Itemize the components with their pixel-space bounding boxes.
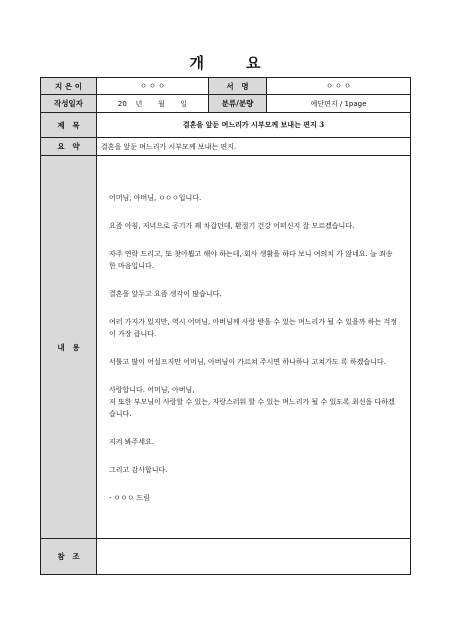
subject-value: 결혼을 앞둔 며느리가 시부모께 보내는 편지 3 <box>97 113 411 138</box>
letter-paragraph: 자주 연락 드리고, 또 찾아뵙고 해야 하는데, 회사 생활을 하다 보니 여의치 가 않네요. 늘 죄송한 마음입니다. <box>109 250 393 270</box>
page-title <box>0 52 450 73</box>
title-char-1: 개 <box>189 54 204 72</box>
reference-label: 참 조 <box>41 539 97 575</box>
summary-label: 요 약 <box>41 138 97 156</box>
signature-label: 서 명 <box>209 78 267 95</box>
letter-paragraph: 어머님, 아버님, ㅇㅇㅇ입니다. <box>109 194 202 202</box>
category-value: 예단편지 / 1page <box>267 95 411 113</box>
letter-paragraph: 요즘 아침, 저녁으로 공기가 꽤 차갑던데, 환절기 건강 어떠신지 잘 모르겠습니다. <box>109 222 355 230</box>
subject-label: 제 목 <box>41 113 97 138</box>
letter-signoff: - ㅇㅇㅇ 드림 <box>109 494 150 502</box>
summary-form <box>40 77 411 575</box>
letter-paragraph: 사랑합니다. 어머님, 아버님, 저 또한 부모님이 사랑할 수 있는, 자랑스러워 할 수 있는 며느리가 될 수 있도록 최선을 다하겠습니다. <box>109 386 395 418</box>
category-label: 분류/분량 <box>209 95 267 113</box>
date-label: 작성일자 <box>41 95 97 113</box>
letter-paragraph: 서툴고 많이 어설프지만 어머님, 아버님이 가르쳐 주시면 하나하나 고쳐가도 록 하겠습니다. <box>109 358 386 366</box>
letter-paragraph: 여러 가지가 있지만, 역시 어머님, 아버님께 사랑 받을 수 있는 며느리가 될 수 있을까 하는 걱정이 가장 큽니다. <box>109 318 398 338</box>
author-label: 지 은 이 <box>41 78 97 95</box>
title-char-2: 요 <box>246 54 261 72</box>
letter-paragraph: 그리고 감사합니다. <box>109 466 168 474</box>
letter-paragraph: 결혼을 앞두고 요즘 생각이 많습니다. <box>109 290 222 298</box>
author-value: ㅇ ㅇ ㅇ <box>97 78 209 95</box>
signature-value: ㅇ ㅇ ㅇ <box>267 78 411 95</box>
letter-paragraph: 지켜 봐주세요. <box>109 438 155 446</box>
date-value: 20 년 월 일 <box>97 95 209 113</box>
letter-body <box>97 156 411 539</box>
reference-value <box>97 539 411 575</box>
content-label: 내 용 <box>41 156 97 539</box>
summary-value: 결혼을 앞둔 며느리가 시부모께 보내는 편지. <box>97 138 411 156</box>
